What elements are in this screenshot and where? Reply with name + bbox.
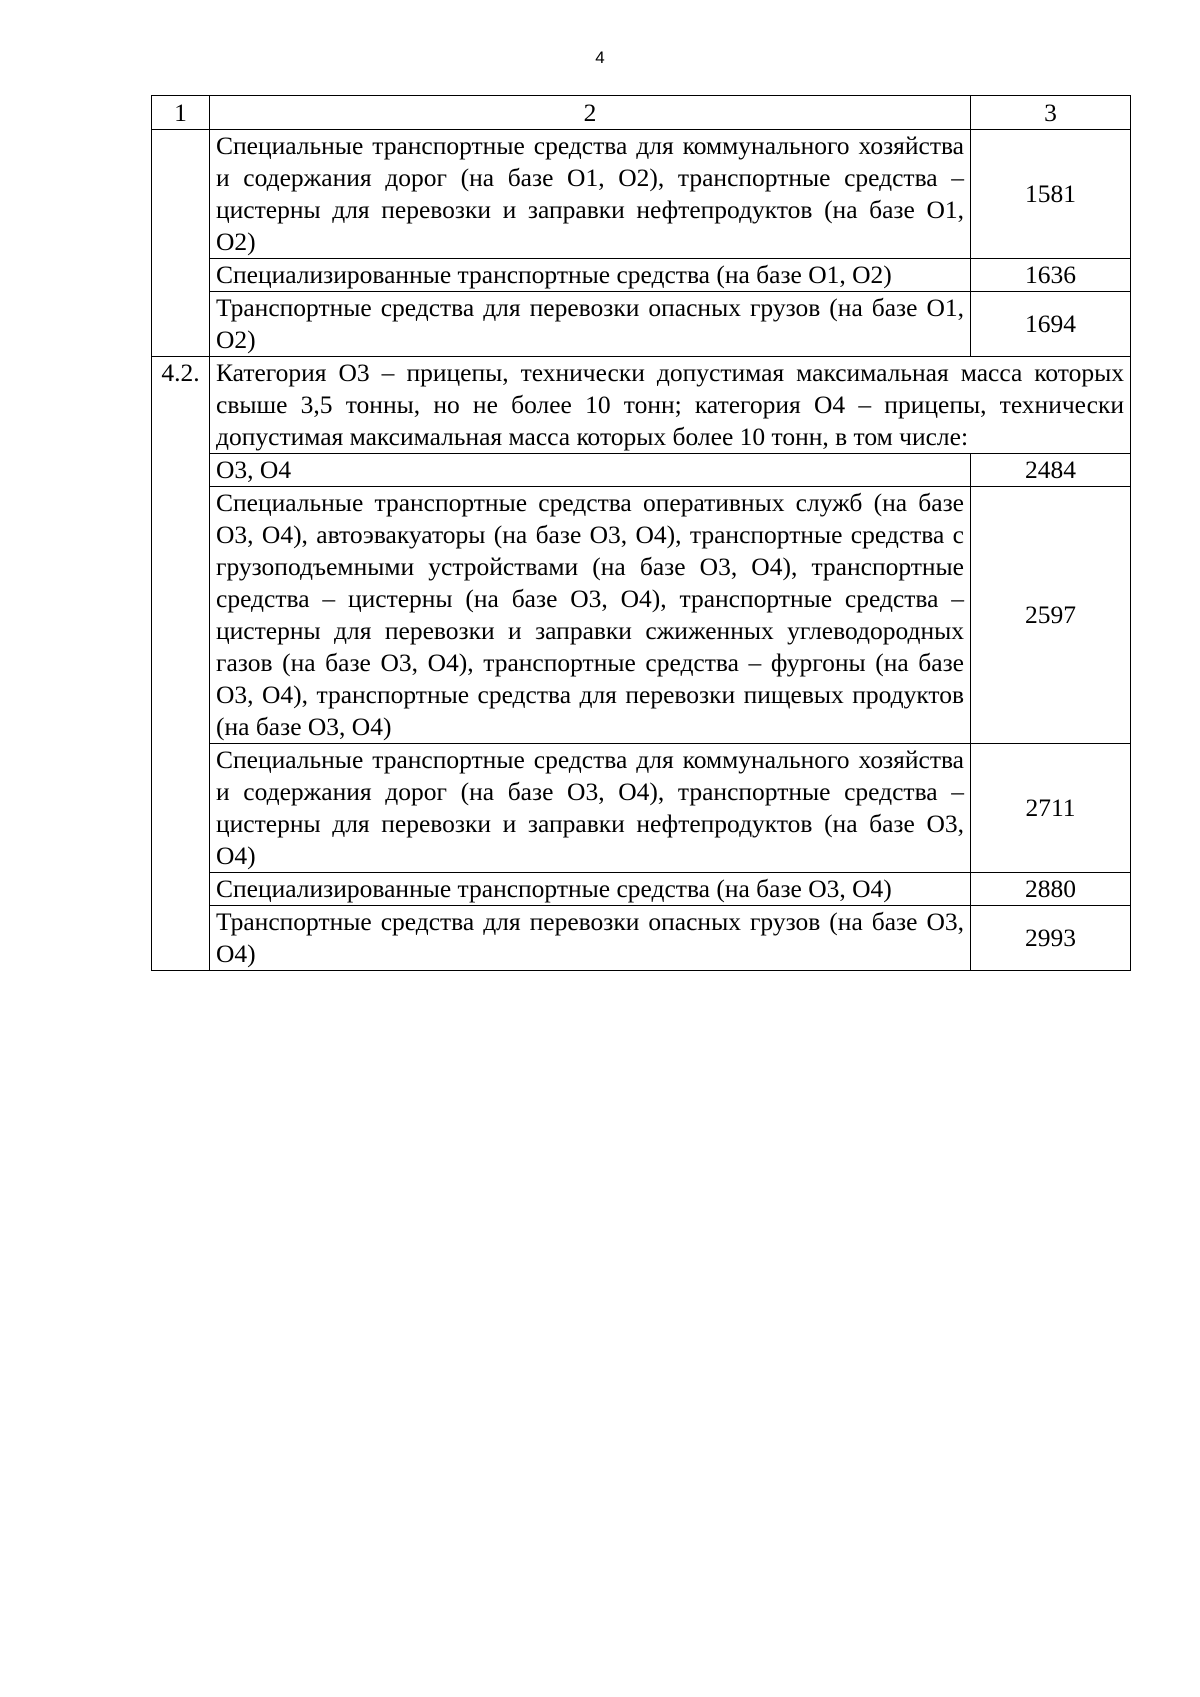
row-value: 2993	[971, 906, 1131, 971]
row-value: 2711	[971, 744, 1131, 873]
tariff-table	[151, 95, 1131, 971]
table-row	[152, 487, 1131, 744]
table-row	[152, 259, 1131, 292]
table-header-row	[152, 96, 1131, 130]
row-description: Транспортные средства для перевозки опасных грузов (на базе О1, О2)	[210, 292, 971, 357]
section-title: Категория О3 – прицепы, технически допустимая максимальная масса которых свыше 3,5 тонны, но не более 10 тонн; категория О4 – прицепы, технически допустимая максимальная масса которых более 10 тонн, в том числе:	[210, 357, 1131, 454]
table-row	[152, 130, 1131, 259]
row-value: 2880	[971, 873, 1131, 906]
row-description: Специализированные транспортные средства (на базе О3, О4)	[210, 873, 971, 906]
row-description: Специальные транспортные средства для коммунального хозяйства и содержания дорог (на базе О1, О2), транспортные средства – цистерны для перевозки и заправки нефтепродуктов (на базе О1, О2)	[210, 130, 971, 259]
table-row	[152, 454, 1131, 487]
row-value: 1694	[971, 292, 1131, 357]
row-description: О3, О4	[210, 454, 971, 487]
row-description: Транспортные средства для перевозки опасных грузов (на базе О3, О4)	[210, 906, 971, 971]
row-description: Специализированные транспортные средства (на базе О1, О2)	[210, 259, 971, 292]
row-description: Специальные транспортные средства оперативных служб (на базе О3, О4), автоэвакуаторы (на базе О3, О4), транспортные средства с грузоподъемными устройствами (на базе О3, О4), транспортные средства – цистерны (на базе О3, О4), транспортные средства – цистерны для перевозки и заправки сжиженных углеводородных газов (на базе О3, О4), транспортные средства – фургоны (на базе О3, О4), транспортные средства для перевозки пищевых продуктов (на базе О3, О4)	[210, 487, 971, 744]
table-row	[152, 292, 1131, 357]
row-value: 2597	[971, 487, 1131, 744]
row-description: Специальные транспортные средства для коммунального хозяйства и содержания дорог (на базе О3, О4), транспортные средства – цистерны для перевозки и заправки нефтепродуктов (на базе О3, О4)	[210, 744, 971, 873]
table-row	[152, 744, 1131, 873]
header-col-2: 2	[210, 96, 971, 130]
row-value: 1581	[971, 130, 1131, 259]
table-row	[152, 873, 1131, 906]
table-row	[152, 906, 1131, 971]
section-index: 4.2.	[152, 357, 210, 971]
page-number: 4	[595, 48, 605, 67]
index-cell-empty	[152, 130, 210, 357]
row-value: 2484	[971, 454, 1131, 487]
section-title-row	[152, 357, 1131, 454]
header-col-1: 1	[152, 96, 210, 130]
row-value: 1636	[971, 259, 1131, 292]
header-col-3: 3	[971, 96, 1131, 130]
